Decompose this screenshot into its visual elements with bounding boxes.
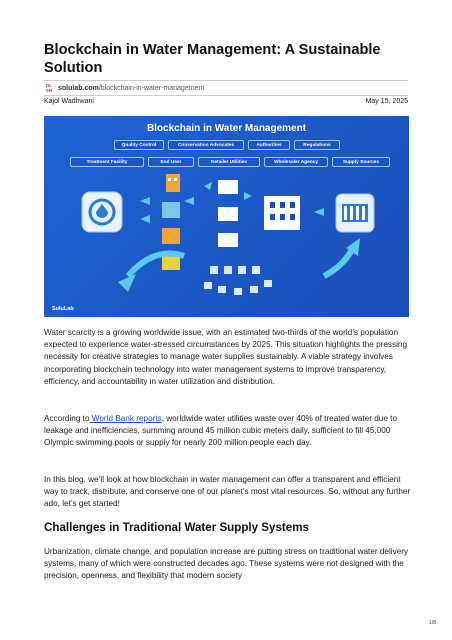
wholesaler-building [264,196,300,230]
pill-quality-control: Quality Control [114,140,164,150]
paragraph-prefix: According to [44,414,90,423]
world-bank-link[interactable]: World Bank reports [89,414,162,423]
article-title: Blockchain in Water Management: A Sustainable Solution [44,42,381,76]
source-domain[interactable]: solulab.com [58,84,99,92]
treatment-facility-icon [82,192,122,232]
supply-source-icon [336,194,374,232]
pill-conservation-advocates: Conservation Advocates [168,140,244,150]
blockchain-nodes [204,266,272,295]
source-divider [44,95,408,96]
publish-date: May 15, 2025 [365,98,408,105]
page-number: 1/8 [429,620,436,626]
source-row [44,81,408,95]
logo-bottom-text: SH [45,88,53,93]
paragraph-intro: Water scarcity is a growing worldwide issue, with an estimated two-thirds of the world’s population expected to experience water-stressed circumstances by 2025. This situation highlights the pressing necessity for creative strategies to manage water supplies sustainably. A viable strategy involves incorporating blockchain technology into water management systems to improve transparency, efficiency, and accountability in water utilization and distribution. [44,328,408,386]
source-path[interactable]: /blockchain-in-water-management [98,84,205,92]
pill-treatment-facility: Treatment Facility [70,157,144,167]
author-name: Kajol Wadhwani [44,98,94,105]
logo-top-text: DL [46,83,52,88]
retailer-buildings [218,180,238,247]
pill-retailer-utilities: Retailer Utilities [198,157,260,167]
paragraph-world-bank [44,413,412,450]
pill-supply-sources: Supply Sources [332,157,390,167]
section-heading: Challenges in Traditional Water Supply Systems [44,521,310,534]
paragraph-blog-intro: In this blog, we’ll look at how blockchain in water management can offer a transparent and efficient way to track, distribute, and conserve one of our planet’s most vital resources. So, without any further ado, let’s get started! [44,475,411,509]
hero-title: Blockchain in Water Management [146,123,307,134]
source-link[interactable] [58,85,204,92]
meta-row [44,98,408,105]
pill-authorities: Authorities [248,140,290,150]
paragraph-suffix: , worldwide water utilities waste over 40% of treated water due to leakage and inefficiencies, summing around 45 million cubic meters daily, sufficient to fill 45,000 Olympic swimming pools or supply for nearly 200 million people each day. [44,414,397,448]
pill-end-user: End User [148,157,194,167]
paragraph-challenges: Urbanization, climate change, and population increase are putting stress on traditional water delivery systems, many of which were constructed decades ago. These systems were not designed with the precision, openness, and flexibility that modern society [44,547,409,581]
curved-arrow-right [324,246,354,276]
pill-regulations: Regulations [294,140,340,150]
source-logo-icon [44,83,54,94]
hero-image [44,116,409,317]
solulab-brand: SoluLab [52,306,74,312]
pill-wholesaler-agency: Wholesaler Agency [264,157,328,167]
hero-illustration [44,116,409,317]
